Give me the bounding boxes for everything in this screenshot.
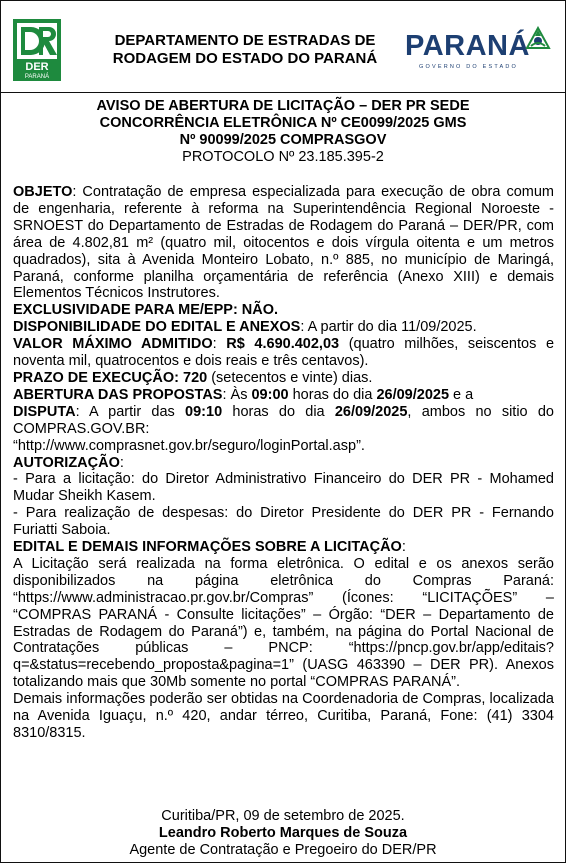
autorizacao-item2: - Para realização de despesas: do Diretor Presidente do DER PR - Fernando Furiatti Saboia. [13,505,554,539]
disputa-paragraph [13,404,554,438]
abertura-time: 09:00 [251,386,289,403]
disputa-time: 09:10 [185,403,223,420]
disputa-label: DISPUTA [13,403,76,420]
edital-paragraph1: A Licitação será realizada na forma eletrônica. O edital e os anexos serão disponibilizados na página eletrônica do Compras Paraná: “https://www.administracao.pr.gov.br/Compras” (Ícones: “LICITAÇÕES” – “COMPRAS PARANÁ - Consulte licitações” – Órgão: “DER – Departamento de Estradas de Rodagem do Paraná”) e, também, na página do Portal Nacional de Contratações públicas – PNCP: “https://pncp.gov.br/app/editais?q=&status=recebendo_proposta&pagina=1” (UASG 463390 – DER PR). Anexos totalizando mais que 30Mb somente no portal “COMPRAS PARANÁ”. [13,555,554,691]
valor-paragraph [13,336,554,370]
objeto-label: OBJETO [13,184,73,200]
department-title-line2: RODAGEM DO ESTADO DO PARANÁ [112,50,378,67]
parana-logo-text: PARANÁ [405,30,530,62]
parana-government-logo [405,23,551,77]
exclusividade-text: EXCLUSIVIDADE PARA ME/EPP: NÃO. [13,302,279,319]
parana-flag-icon [525,26,551,50]
signature-role: Agente de Contratação e Pregoeiro do DER/PR [129,842,437,858]
heading-line3: Nº 90099/2025 COMPRASGOV [179,132,387,148]
objeto-text: : Contratação de empresa especializada para execução de obra comum de engenharia, referente à reforma na Superintendência Regional Noroeste - SRNOEST do Departamento de Estradas de Rodagem do Paraná – DER/PR, com área de 4.802,81 m² (quatro mil, oitocentos e dois vírgula oitenta e um metros quadrados), sita à Avenida Monteiro Lobato, n.º 885, no município de Maringá, Paraná, conforme planilha orçamentária de referência (Anexo XIII) e demais Elementos Técnicos Instrutores. [13,184,554,302]
heading-line1: AVISO DE ABERTURA DE LICITAÇÃO – DER PR SEDE [96,98,470,114]
signature-place-date: Curitiba/PR, 09 de setembro de 2025. [161,808,405,824]
disponibilidade-text: : A partir do dia 11/09/2025. [300,319,477,336]
heading-protocol: PROTOCOLO Nº 23.185.395-2 [182,149,384,165]
autorizacao-colon: : [119,454,124,471]
valor-text: (quatro milhões, seiscentos e noventa mil, quatrocentos e dois reais e três centavos). [13,336,555,370]
header [1,1,565,93]
valor-amount: R$ 4.690.402,03 [226,336,340,353]
der-logo-subtext: PARANÁ [24,74,50,80]
edital-label: EDITAL E DEMAIS INFORMAÇÕES SOBRE A LICITAÇÃO [13,539,402,556]
prazo-days: 720 [183,369,208,386]
der-logo [13,19,61,81]
objeto-paragraph [13,184,554,302]
signature-block [1,808,565,859]
edital-colon: : [401,539,406,556]
edital-heading [13,539,554,556]
abertura-post: e a [449,386,474,403]
disputa-url[interactable]: “http://www.comprasnet.gov.br/seguro/loginPortal.asp”. [13,437,365,454]
abertura-mid: horas do dia [288,386,377,403]
notice-body [13,184,554,742]
edital-paragraph2: Demais informações poderão ser obtidas na Coordenadoria de Compras, localizada na Avenida Iguaçu, n.º 420, andar térreo, Curitiba, Paraná, Fone: (41) 3304 8310/8315. [13,691,554,741]
exclusividade-paragraph [13,302,554,319]
department-title [75,32,415,68]
valor-sep: : [212,336,227,353]
disponibilidade-paragraph [13,319,554,336]
abertura-label: ABERTURA DAS PROPOSTAS [13,386,223,403]
department-title-line1: DEPARTAMENTO DE ESTRADAS DE [114,32,376,49]
parana-logo-subtext: GOVERNO DO ESTADO [419,64,519,70]
heading-line2: CONCORRÊNCIA ELETRÔNICA Nº CE0099/2025 GMS [99,115,467,131]
signature-name: Leandro Roberto Marques de Souza [158,825,408,841]
notice-heading [1,98,565,166]
abertura-paragraph [13,387,554,404]
abertura-date: 26/09/2025 [376,386,450,403]
der-logo-icon [13,19,61,81]
valor-label: VALOR MÁXIMO ADMITIDO [13,336,213,353]
autorizacao-label: AUTORIZAÇÃO [13,454,120,471]
prazo-paragraph [13,370,554,387]
der-logo-text: DER [25,61,49,73]
abertura-pre: : Às [222,386,252,403]
disputa-pre: : A partir das [75,403,186,420]
prazo-text: (setecentos e vinte) dias. [207,369,373,386]
autorizacao-heading [13,455,554,472]
autorizacao-item1: - Para a licitação: do Diretor Administrativo Financeiro do DER PR - Mohamed Mudar Sheikh Kasem. [13,471,554,505]
disputa-post: , ambos no sitio do COMPRAS.GOV.BR: [13,403,554,437]
disponibilidade-label: DISPONIBILIDADE DO EDITAL E ANEXOS [13,319,301,336]
prazo-sep: : [174,369,183,386]
disputa-date: 26/09/2025 [334,403,408,420]
prazo-label: PRAZO DE EXECUÇÃO [13,369,175,386]
disputa-mid: horas do dia [222,403,335,420]
